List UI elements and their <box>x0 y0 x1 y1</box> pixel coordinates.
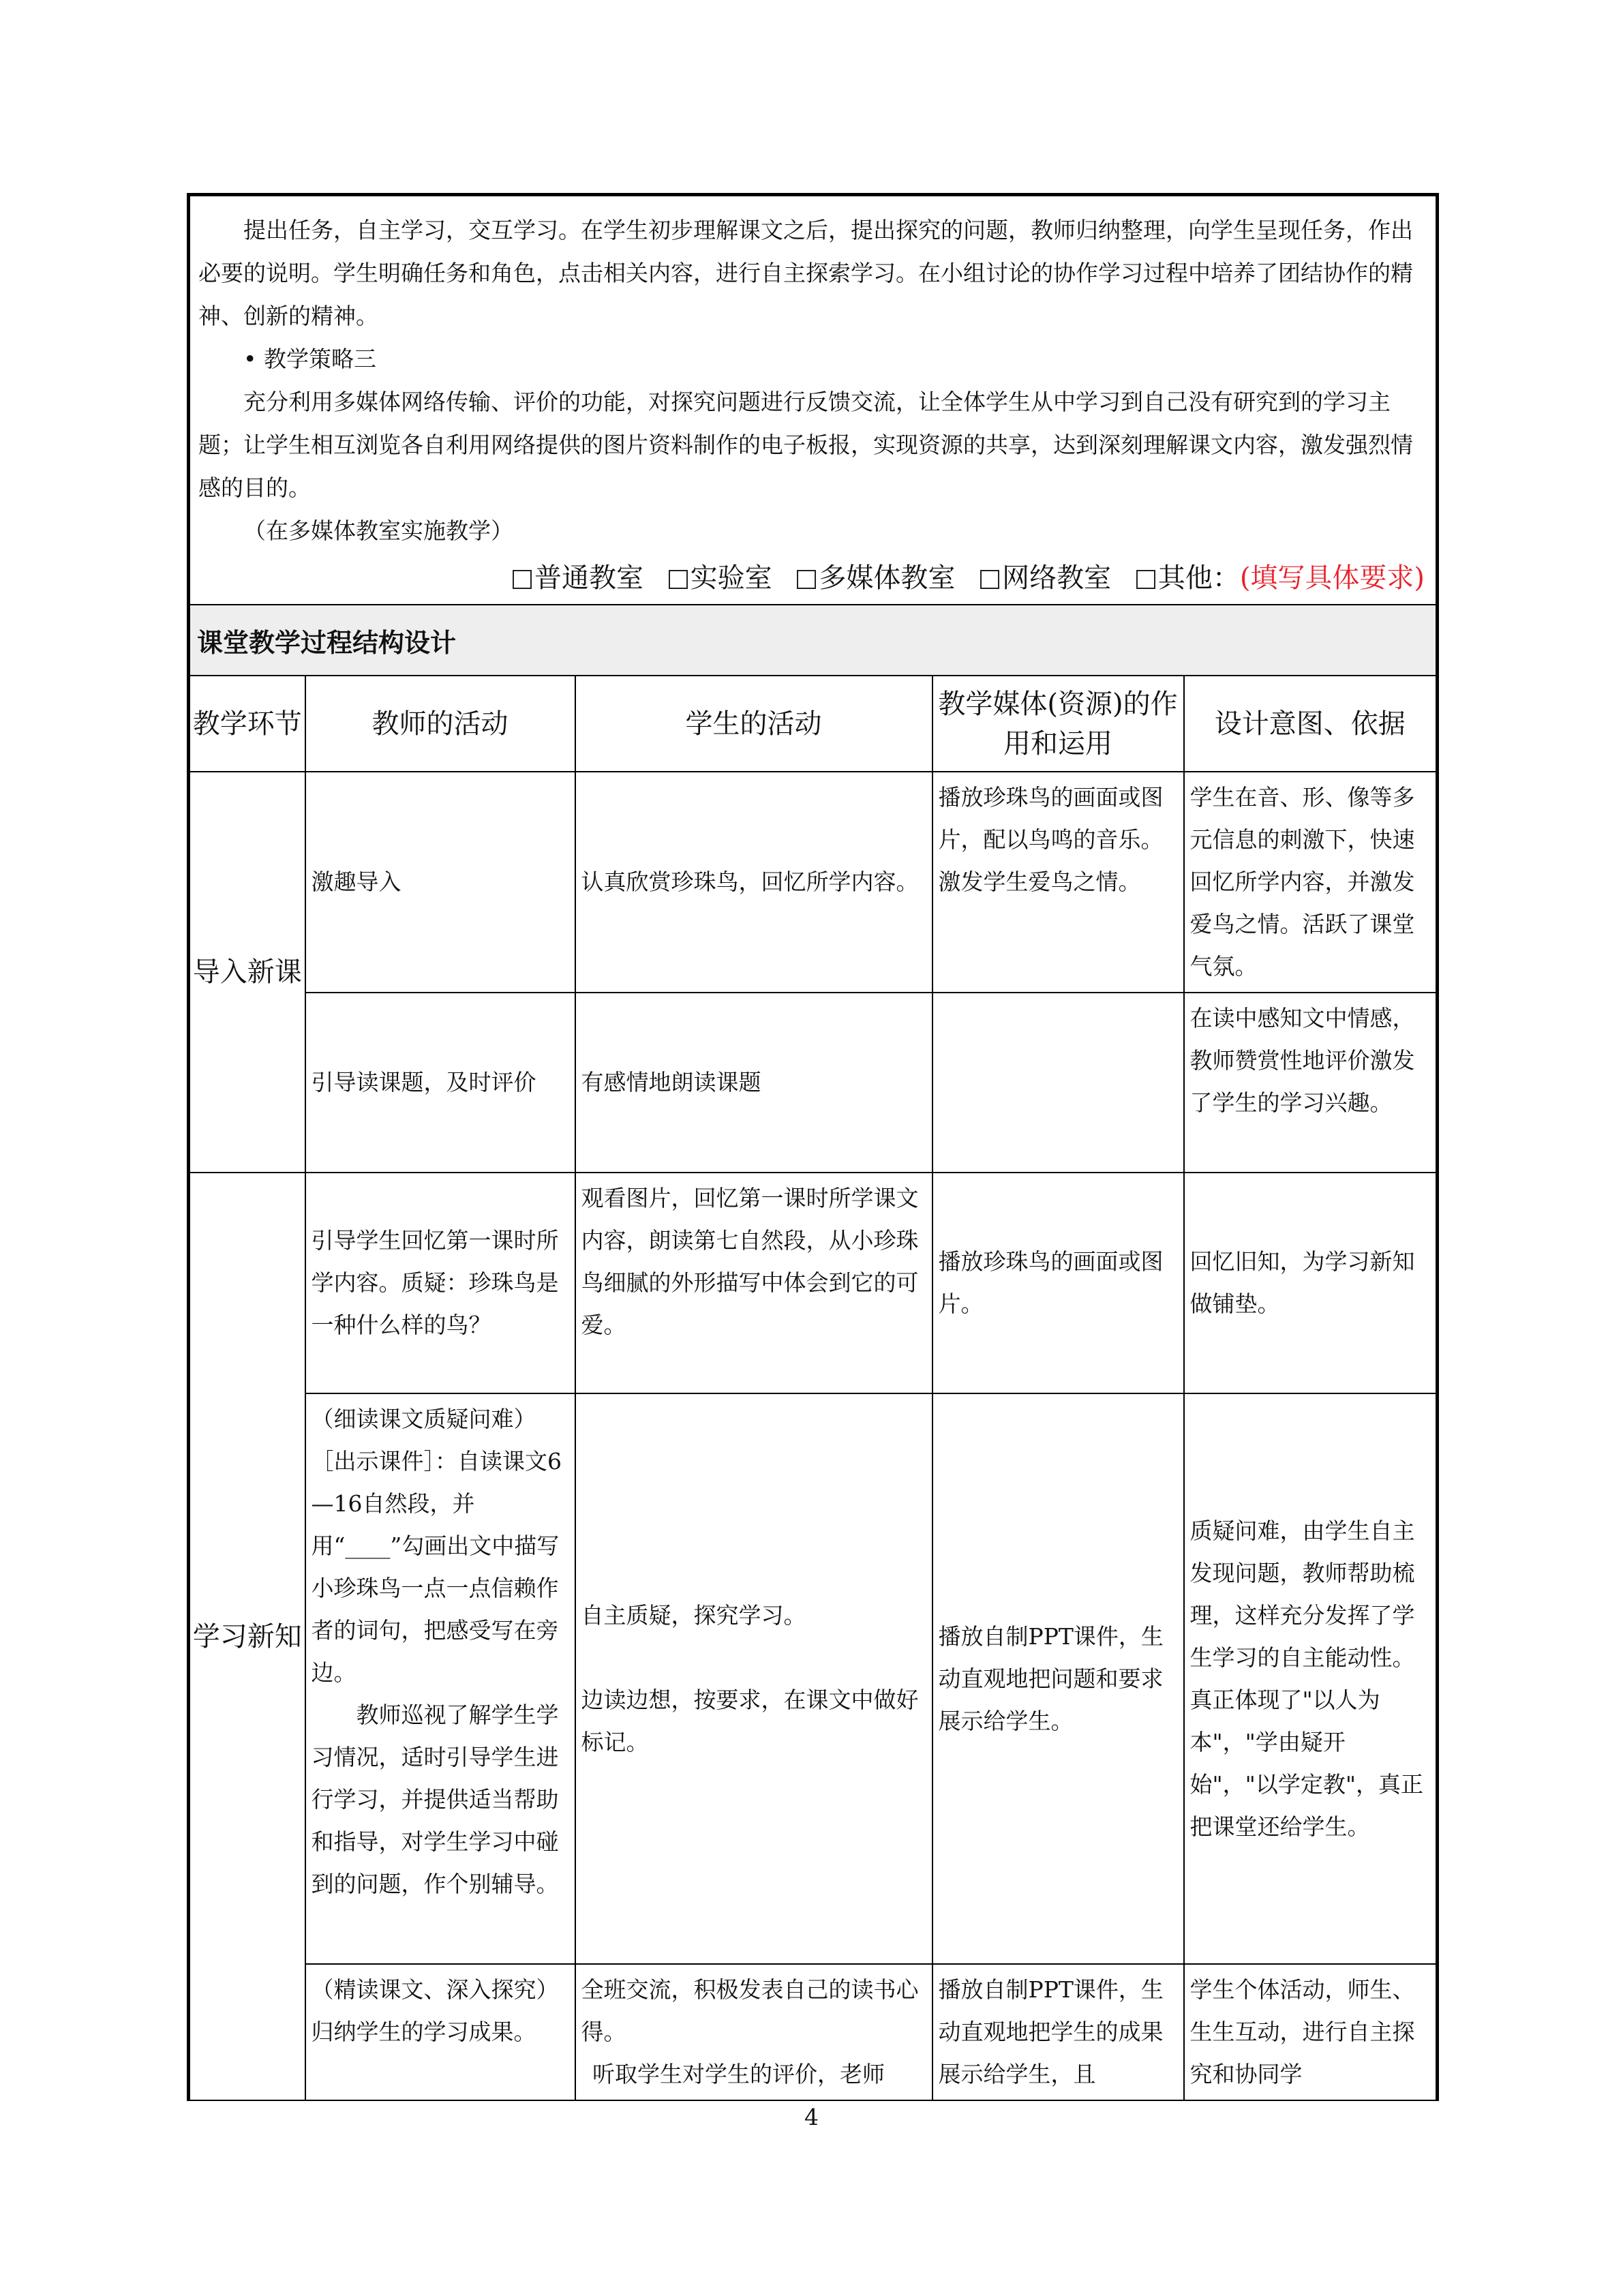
section-title: 课堂教学过程结构设计 <box>189 605 1438 676</box>
table-row <box>189 1964 1438 2100</box>
classroom-type-options <box>198 552 1427 604</box>
teaching-strategy-section <box>189 195 1438 605</box>
student-activity-text: 边读边想，按要求，在课文中做好标记。 <box>581 1686 919 1755</box>
teacher-activity-cell: 激趣导入 <box>305 772 575 993</box>
option-network-classroom[interactable]: 网络教室 <box>980 562 1111 594</box>
checkbox-icon <box>669 570 688 589</box>
checkbox-icon <box>797 570 816 589</box>
teacher-activity-cell <box>305 1393 575 1964</box>
header-teacher-activity: 教师的活动 <box>305 676 575 772</box>
teacher-activity-text: （细读课文质疑问难）［出示课件］：自读课文6—16自然段，并用“____”勾画出文中描写小珍珠鸟一点一点信赖作者的词句，把感受写在旁边。 <box>311 1406 562 1686</box>
media-cell: 播放珍珠鸟的画面或图片。 <box>932 1173 1184 1393</box>
table-row <box>189 772 1438 993</box>
header-design-intent: 设计意图、依据 <box>1184 676 1438 772</box>
media-cell <box>932 993 1184 1173</box>
implementation-note: （在多媒体教室实施教学） <box>243 517 513 544</box>
media-cell: 播放自制PPT课件，生动直观地把问题和要求展示给学生。 <box>932 1393 1184 1964</box>
option-laboratory[interactable]: 实验室 <box>669 562 772 594</box>
header-stage: 教学环节 <box>189 676 305 772</box>
fill-requirement-hint: (填写具体要求) <box>1239 562 1425 594</box>
checkbox-icon <box>513 570 532 589</box>
teacher-activity-text: （精读课文、深入探究） <box>311 1976 559 2003</box>
student-activity-cell: 认真欣赏珍珠鸟，回忆所学内容。 <box>575 772 932 993</box>
media-cell: 播放珍珠鸟的画面或图片，配以鸟鸣的音乐。激发学生爱鸟之情。 <box>932 772 1184 993</box>
strategy-paragraph: 提出任务，自主学习，交互学习。在学生初步理解课文之后，提出探究的问题，教师归纳整理，向学生呈现任务，作出必要的说明。学生明确任务和角色，点击相关内容，进行自主探索学习。在小组讨论的协作学习过程中培养了团结协作的精神、创新的精神。 <box>198 217 1413 329</box>
student-activity-cell <box>575 1393 932 1964</box>
teacher-activity-text: 归纳学生的学习成果。 <box>311 2019 536 2045</box>
lesson-plan-table <box>187 193 1439 2101</box>
design-intent-cell: 回忆旧知，为学习新知做铺垫。 <box>1184 1173 1438 1393</box>
checkbox-icon <box>980 570 999 589</box>
checkbox-icon <box>1136 570 1155 589</box>
teacher-activity-cell: 引导读课题，及时评价 <box>305 993 575 1173</box>
student-activity-text: 听取学生对学生的评价，老师 <box>592 2061 885 2087</box>
option-multimedia-classroom[interactable]: 多媒体教室 <box>797 562 955 594</box>
stage-intro: 导入新课 <box>189 772 305 1173</box>
header-student-activity: 学生的活动 <box>575 676 932 772</box>
page-number: 4 <box>804 2104 819 2130</box>
student-activity-cell: 观看图片，回忆第一课时所学课文内容，朗读第七自然段，从小珍珠鸟细腻的外形描写中体会到它的可爱。 <box>575 1173 932 1393</box>
design-intent-cell: 质疑问难，由学生自主发现问题，教师帮助梳理，这样充分发挥了学生学习的自主能动性。真正体现了"以人为本"，"学由疑开始"，"以学定教"，真正把课堂还给学生。 <box>1184 1393 1438 1964</box>
teacher-activity-cell <box>305 1964 575 2100</box>
media-cell: 播放自制PPT课件，生动直观地把学生的成果展示给学生，且 <box>932 1964 1184 2100</box>
student-activity-text: 自主质疑，探究学习。 <box>581 1601 806 1629</box>
student-activity-text: 全班交流，积极发表自己的读书心得。 <box>581 1976 919 2045</box>
design-intent-cell: 在读中感知文中情感，教师赞赏性地评价激发了学生的学习兴趣。 <box>1184 993 1438 1173</box>
teacher-activity-text: 教师巡视了解学生学习情况，适时引导学生进行学习，并提供适当帮助和指导，对学生学习中碰到的问题，作个别辅导。 <box>311 1702 559 1897</box>
student-activity-cell <box>575 1964 932 2100</box>
strategy-three-heading: • 教学策略三 <box>243 346 376 372</box>
student-activity-cell: 有感情地朗读课题 <box>575 993 932 1173</box>
design-intent-cell: 学生个体活动，师生、生生互动，进行自主探究和协同学 <box>1184 1964 1438 2100</box>
option-regular-classroom[interactable]: 普通教室 <box>513 562 643 594</box>
header-media: 教学媒体(资源)的作用和运用 <box>932 676 1184 772</box>
table-row <box>189 1393 1438 1964</box>
option-other[interactable]: 其他： <box>1136 562 1240 594</box>
stage-learn-new: 学习新知 <box>189 1173 305 2100</box>
table-row <box>189 993 1438 1173</box>
table-row <box>189 1173 1438 1393</box>
strategy-paragraph: 充分利用多媒体网络传输、评价的功能，对探究问题进行反馈交流，让全体学生从中学习到自己没有研究到的学习主题；让学生相互浏览各自利用网络提供的图片资料制作的电子板报，实现资源的共享，达到深刻理解课文内容，激发强烈情感的目的。 <box>198 389 1413 501</box>
design-intent-cell: 学生在音、形、像等多元信息的刺激下，快速回忆所学内容，并激发爱鸟之情。活跃了课堂气氛。 <box>1184 772 1438 993</box>
teacher-activity-cell: 引导学生回忆第一课时所学内容。质疑：珍珠鸟是一种什么样的鸟？ <box>305 1173 575 1393</box>
